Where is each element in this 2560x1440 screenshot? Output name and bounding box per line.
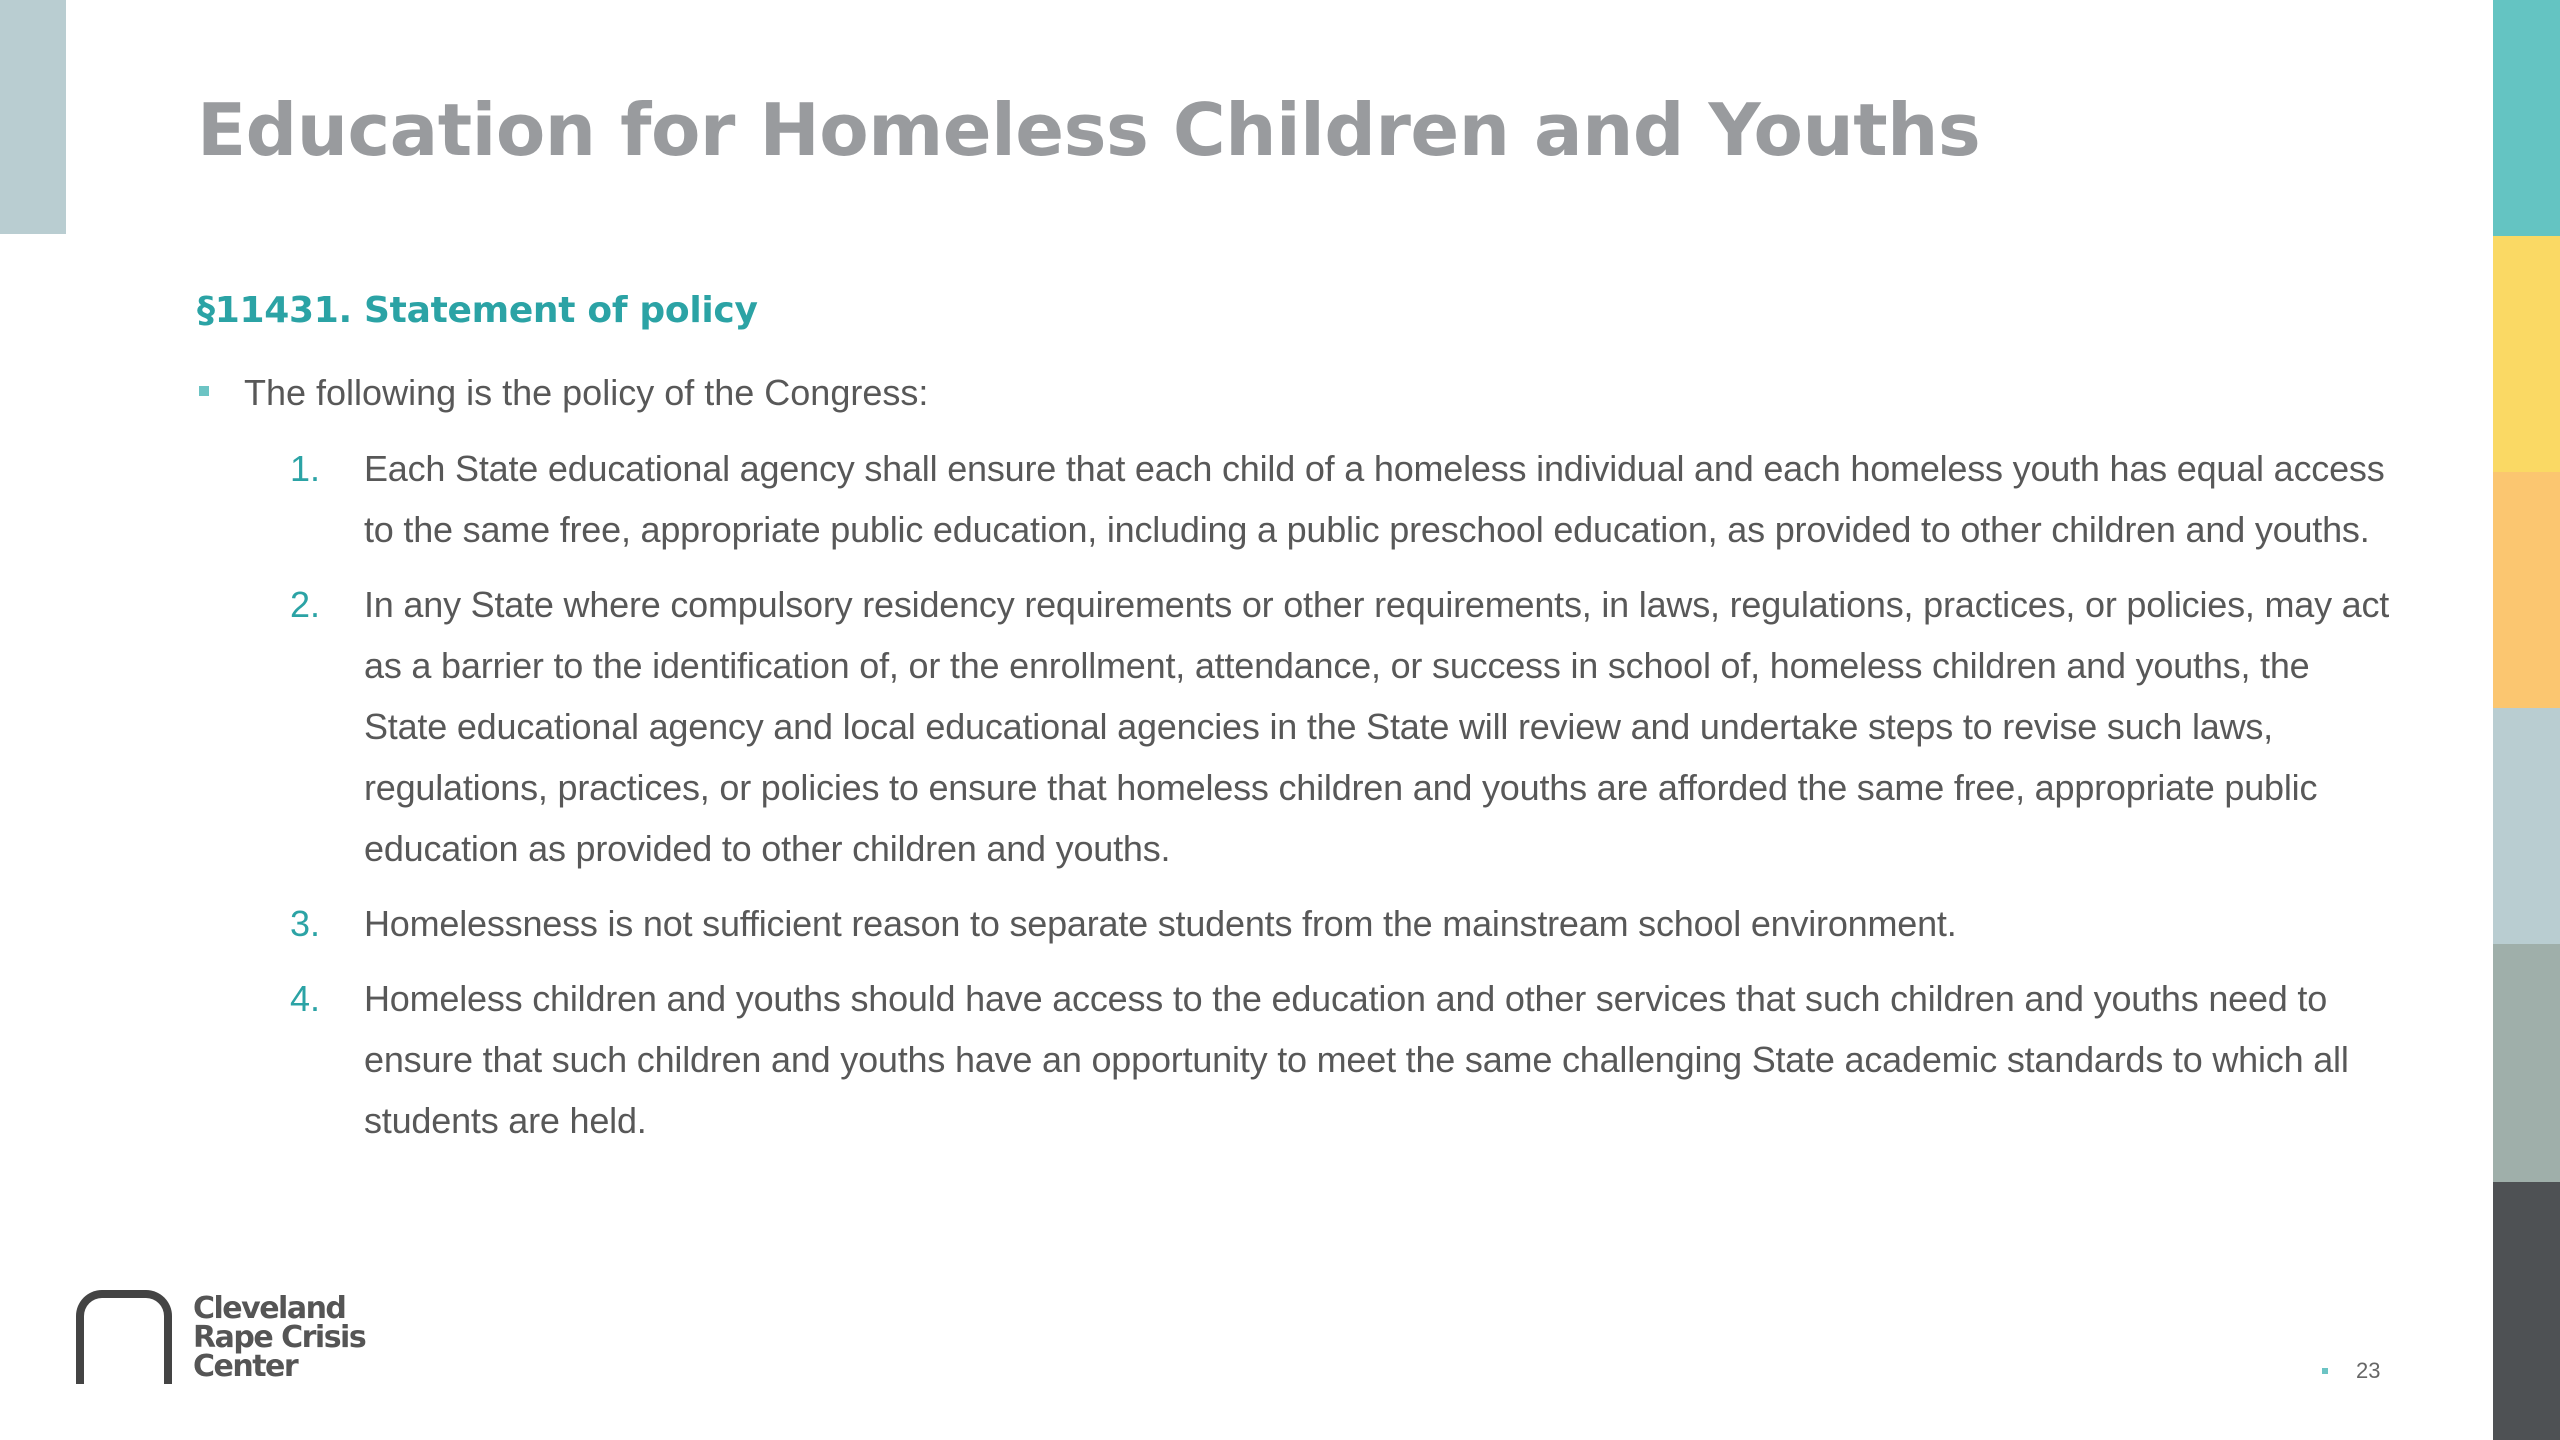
item-text: Homeless children and youths should have access to the education and other services that such children and youths need to ensure that such children and youths have an opportunity to meet the same challenging State academic standards to which all students are held. [364,978,2349,1141]
organization-logo [76,1290,366,1390]
page-number: 23 [2356,1358,2381,1383]
strip-yellow [2493,236,2560,472]
item-number: 3. [290,903,321,944]
strip-dark-gray [2493,1182,2560,1440]
strip-light-blue [2493,708,2560,944]
policy-item-2 [290,574,2400,879]
item-text: Homelessness is not sufficient reason to separate students from the mainstream school environment. [364,903,1957,944]
item-number: 4. [290,978,321,1019]
slide-title: Education for Homeless Children and Youths [197,88,1981,172]
logo-line-3: Center [193,1349,298,1384]
policy-item-1 [290,438,2400,560]
logo-line-2: Rape Crisis [193,1320,366,1355]
bullet-square-icon [199,386,209,396]
logo-wordmark [193,1291,366,1384]
left-accent-bar [0,0,66,234]
strip-gray-green [2493,944,2560,1182]
policy-list [290,438,2400,1165]
page-dot-icon [2322,1368,2328,1374]
logo-line-1: Cleveland [193,1291,346,1326]
section-heading: §11431. Statement of policy [197,290,758,331]
intro-text: The following is the policy of the Congress: [244,372,929,413]
strip-teal [2493,0,2560,236]
strip-orange [2493,472,2560,708]
item-number: 2. [290,584,321,625]
item-number: 1. [290,448,321,489]
arch-logo-icon [76,1290,172,1384]
policy-item-3 [290,893,2400,954]
item-text: Each State educational agency shall ensure that each child of a homeless individual and each homeless youth has equal access to the same free, appropriate public education, including a public preschool education, as provided to other children and youths. [364,448,2385,550]
right-color-strip [2493,0,2560,1440]
policy-item-4 [290,968,2400,1151]
item-text: In any State where compulsory residency requirements or other requirements, in laws, regulations, practices, or policies, may act as a barrier to the identification of, or the enrollment, attendance, or success in school of, homeless children and youths, the State educational agency and local educational agencies in the State will review and undertake steps to revise such laws, regulations, practices, or policies to ensure that homeless children and youths are afforded the same free, appropriate public education as provided to other children and youths. [364,584,2390,869]
